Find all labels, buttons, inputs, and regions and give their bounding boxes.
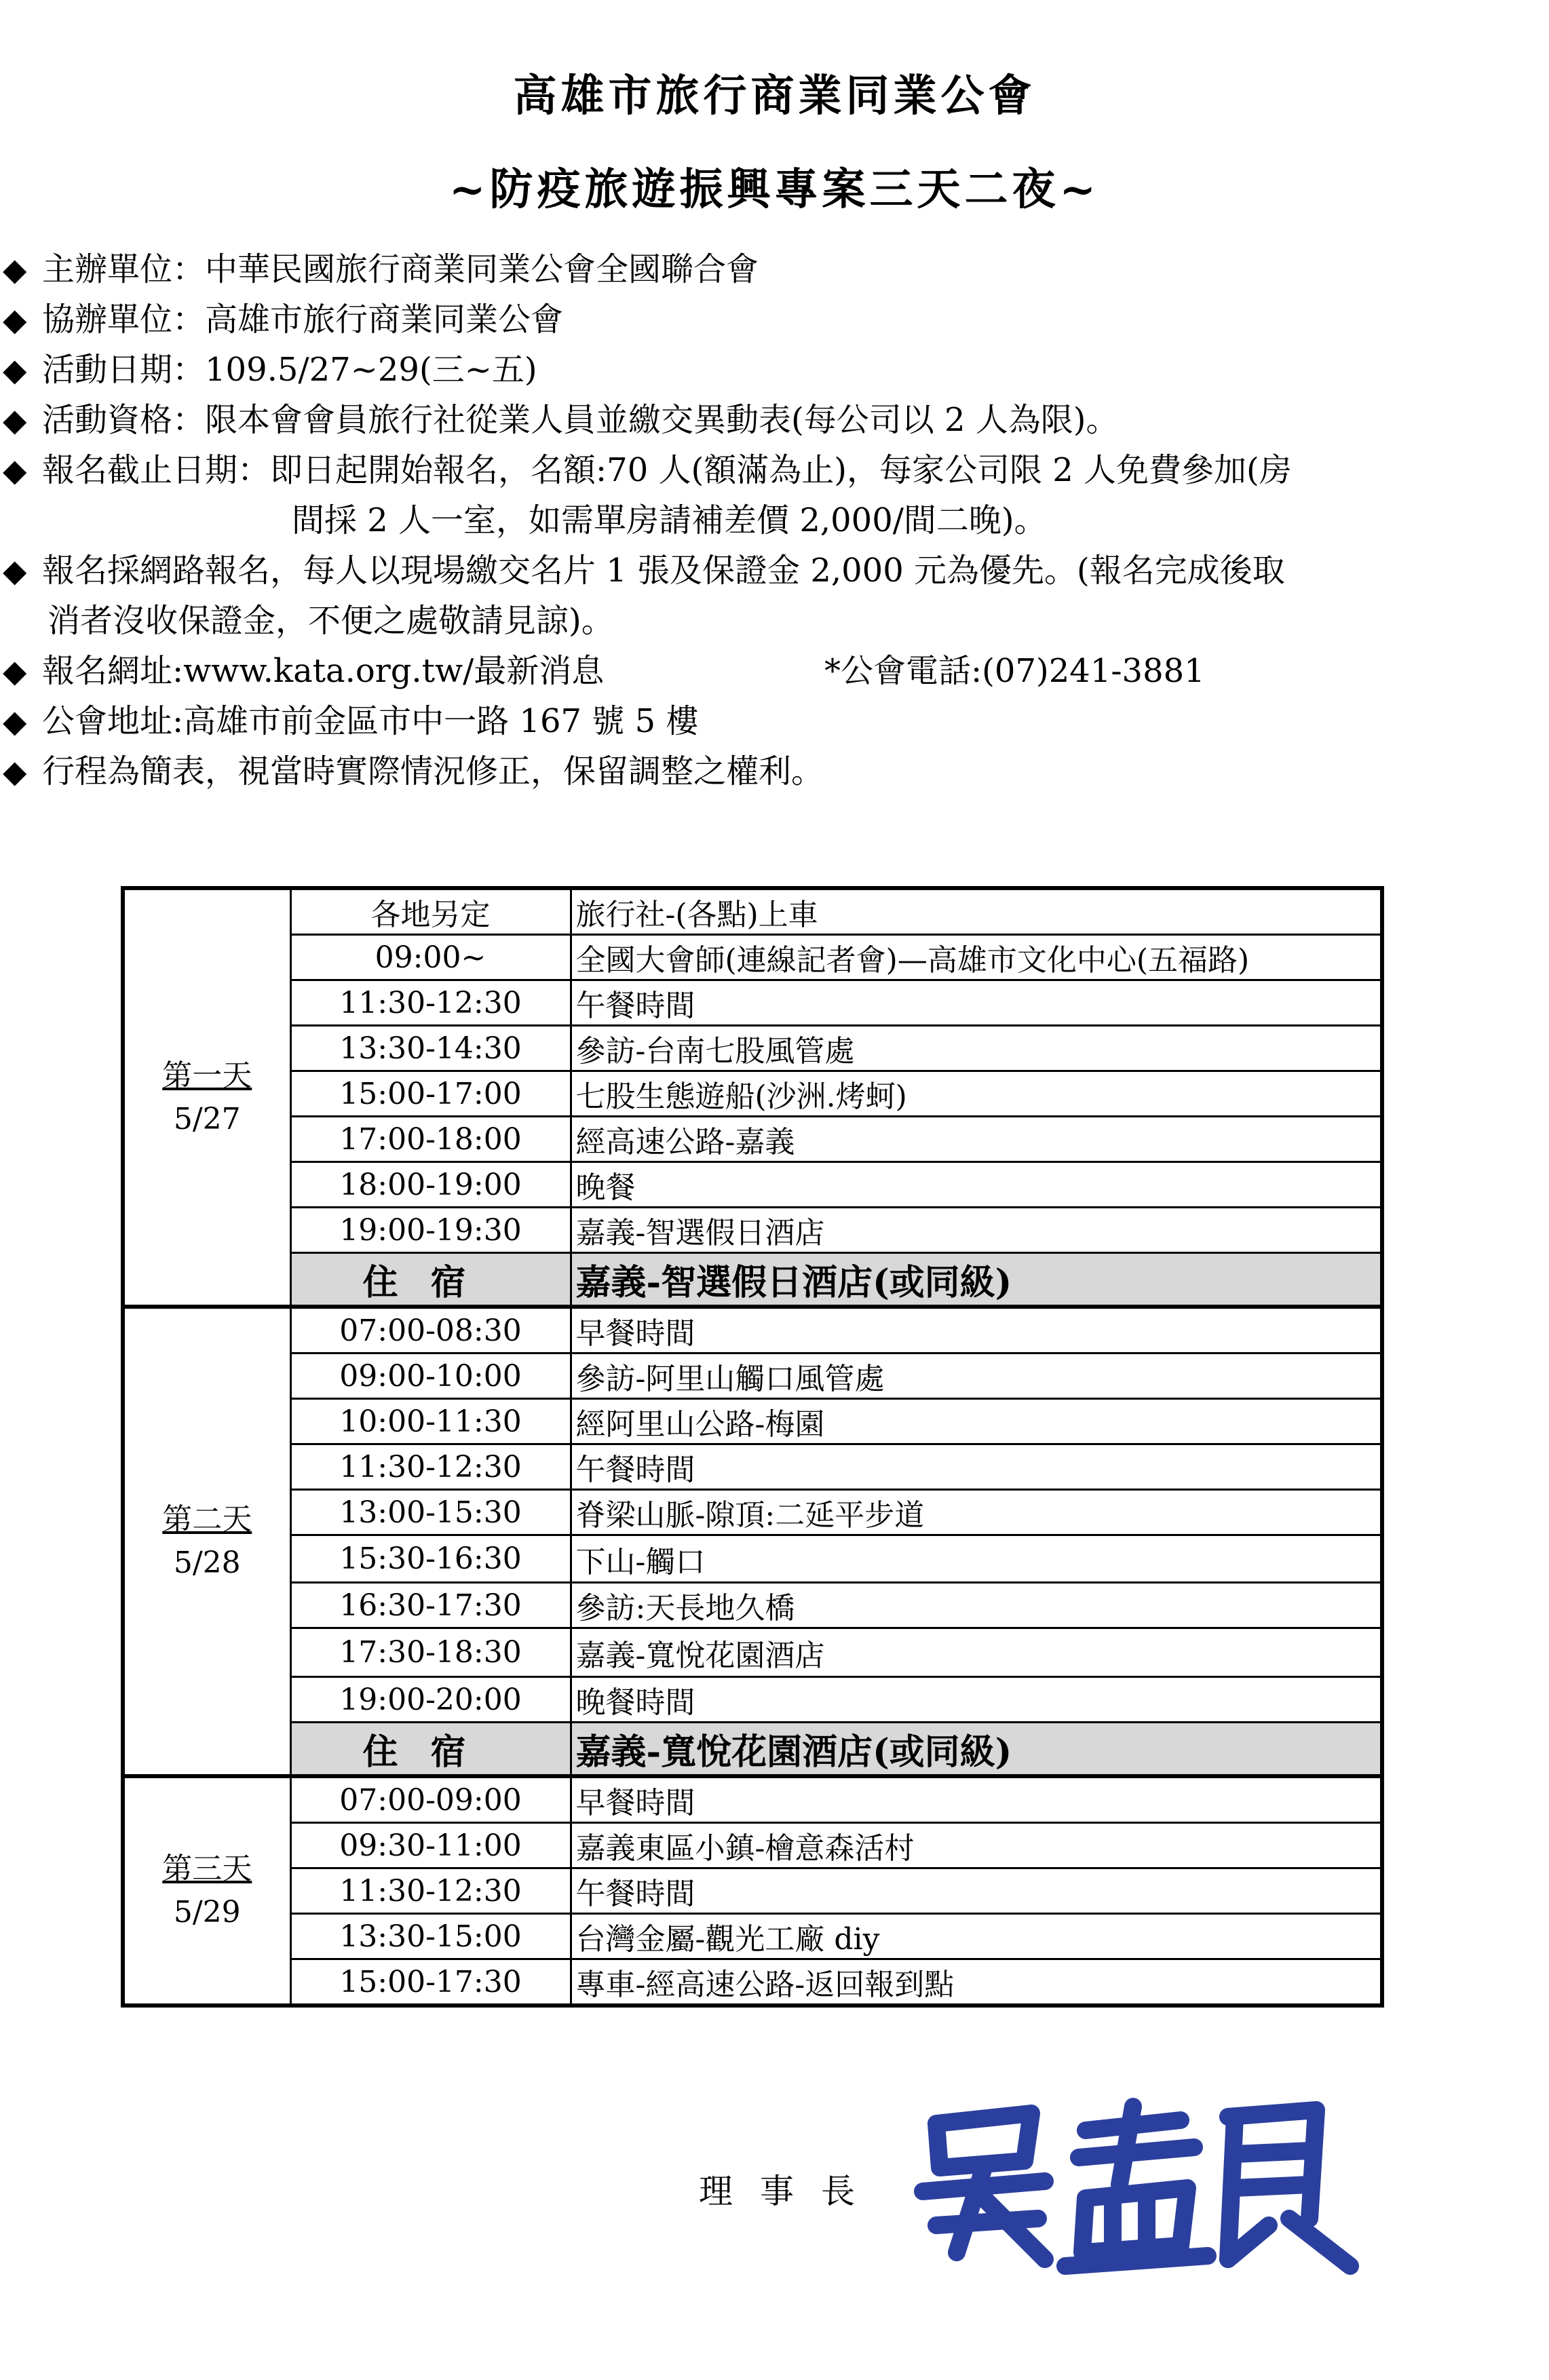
- day-label-cell: [123, 1307, 290, 1776]
- schedule-row: [123, 1117, 1382, 1162]
- day-label-cell: [123, 888, 290, 1307]
- time-cell: 13:30-15:00: [290, 1914, 571, 1959]
- info-note: ◆ 行程為簡表，視當時實際情況修正，保留調整之權利。: [0, 746, 1549, 796]
- activity-cell: 嘉義-寬悅花園酒店: [571, 1628, 1382, 1677]
- schedule-row: [123, 935, 1382, 980]
- accommodation-hotel: 嘉義-智選假日酒店(或同級): [571, 1253, 1382, 1307]
- info-online-registration: ◆ 報名採網路報名，每人以現場繳交名片 1 張及保證金 2,000 元為優先。(報名完成後取: [0, 545, 1549, 596]
- schedule-row: [123, 1071, 1382, 1117]
- day-label: 第二天: [162, 1502, 252, 1537]
- time-cell: 07:00-09:00: [290, 1776, 571, 1823]
- schedule-row: [123, 1628, 1382, 1677]
- activity-cell: 嘉義-智選假日酒店: [571, 1208, 1382, 1253]
- chairman-signature: [909, 2090, 1371, 2286]
- time-cell: 11:30-12:30: [290, 1868, 571, 1914]
- diamond-bullet-icon: ◆: [3, 653, 27, 689]
- time-cell: 13:00-15:30: [290, 1490, 571, 1535]
- time-cell: 19:00-19:30: [290, 1208, 571, 1253]
- time-cell: 各地另定: [290, 888, 571, 935]
- time-cell: 09:00-10:00: [290, 1354, 571, 1399]
- info-deadline-continued: 間採 2 人一室，如需單房請補差價 2,000/間二晚)。: [292, 501, 1047, 539]
- schedule-row: [123, 1399, 1382, 1444]
- diamond-bullet-icon: ◆: [3, 251, 27, 288]
- schedule-row: [123, 1444, 1382, 1490]
- activity-cell: 脊梁山脈-隙頂:二延平步道: [571, 1490, 1382, 1535]
- time-cell: 11:30-12:30: [290, 980, 571, 1026]
- activity-cell: 晚餐: [571, 1162, 1382, 1208]
- schedule-row: [123, 1307, 1382, 1354]
- chairman-label: 理事長: [699, 2172, 882, 2211]
- diamond-bullet-icon: ◆: [3, 552, 27, 589]
- diamond-bullet-icon: ◆: [3, 351, 27, 388]
- day-date: 5/27: [173, 1101, 241, 1136]
- activity-cell: 台灣金屬-觀光工廠 diy: [571, 1914, 1382, 1959]
- activity-cell: 參訪:天長地久橋: [571, 1583, 1382, 1628]
- info-organizer: ◆ 主辦單位：中華民國旅行商業同業公會全國聯合會: [0, 244, 1549, 294]
- diamond-bullet-icon: ◆: [3, 452, 27, 488]
- time-cell: 15:00-17:00: [290, 1071, 571, 1117]
- activity-cell: 參訪-台南七股風管處: [571, 1026, 1382, 1071]
- schedule-row: [123, 1583, 1382, 1628]
- schedule-row: [123, 1208, 1382, 1253]
- time-cell: 17:30-18:30: [290, 1628, 571, 1677]
- itinerary-body: [123, 888, 1382, 2005]
- info-eligibility: ◆ 活動資格：限本會會員旅行社從業人員並繳交異動表(每公司以 2 人為限)。: [0, 395, 1549, 445]
- activity-cell: 全國大會師(連線記者會)—高雄市文化中心(五福路): [571, 935, 1382, 980]
- info-website: [0, 646, 1549, 696]
- info-date: ◆ 活動日期：109.5/27~29(三~五): [0, 345, 1549, 395]
- day-date: 5/29: [173, 1895, 241, 1930]
- activity-cell: 經高速公路-嘉義: [571, 1117, 1382, 1162]
- schedule-row: [123, 1026, 1382, 1071]
- activity-cell: 晚餐時間: [571, 1677, 1382, 1723]
- time-cell: 09:30-11:00: [290, 1823, 571, 1868]
- time-cell: 18:00-19:00: [290, 1162, 571, 1208]
- page-subtitle: ~防疫旅遊振興專案三天二夜~: [448, 164, 1101, 215]
- schedule-row: [123, 1823, 1382, 1868]
- activity-cell: 午餐時間: [571, 1444, 1382, 1490]
- accommodation-row: [123, 1253, 1382, 1307]
- time-cell: 07:00-08:30: [290, 1307, 571, 1354]
- schedule-row: [123, 980, 1382, 1026]
- time-cell: 16:30-17:30: [290, 1583, 571, 1628]
- activity-cell: 午餐時間: [571, 980, 1382, 1026]
- day-label-cell: [123, 1776, 290, 2005]
- activity-cell: 嘉義東區小鎮-檜意森活村: [571, 1823, 1382, 1868]
- schedule-row: [123, 1868, 1382, 1914]
- website-link[interactable]: 報名網址:www.kata.org.tw/最新消息: [42, 652, 605, 690]
- time-cell: 19:00-20:00: [290, 1677, 571, 1723]
- event-info: [0, 244, 1549, 796]
- time-cell: 10:00-11:30: [290, 1399, 571, 1444]
- diamond-bullet-icon: ◆: [3, 402, 27, 438]
- activity-cell: 專車-經高速公路-返回報到點: [571, 1959, 1382, 2006]
- accommodation-row: [123, 1723, 1382, 1777]
- diamond-bullet-icon: ◆: [3, 703, 27, 740]
- schedule-row: [123, 1162, 1382, 1208]
- info-online-registration-continued: 消者沒收保證金，不便之處敬請見諒)。: [47, 602, 614, 640]
- schedule-row: [123, 1959, 1382, 2006]
- time-cell: 15:30-16:30: [290, 1535, 571, 1583]
- accommodation-hotel: 嘉義-寬悅花園酒店(或同級): [571, 1723, 1382, 1777]
- time-cell: 17:00-18:00: [290, 1117, 571, 1162]
- schedule-row: [123, 1914, 1382, 1959]
- time-cell: 15:00-17:30: [290, 1959, 571, 2006]
- info-co-organizer: ◆ 協辦單位：高雄市旅行商業同業公會: [0, 294, 1549, 345]
- schedule-row: [123, 1776, 1382, 1823]
- activity-cell: 早餐時間: [571, 1307, 1382, 1354]
- page-title: 高雄市旅行商業同業公會: [513, 71, 1036, 121]
- schedule-row: [123, 1490, 1382, 1535]
- activity-cell: 參訪-阿里山觸口風管處: [571, 1354, 1382, 1399]
- time-cell: 11:30-12:30: [290, 1444, 571, 1490]
- day-label: 第一天: [162, 1058, 252, 1093]
- activity-cell: 七股生態遊船(沙洲.烤蚵): [571, 1071, 1382, 1117]
- info-phone: *公會電話:(07)241-3881: [824, 652, 1205, 690]
- info-address: ◆ 公會地址:高雄市前金區市中一路 167 號 5 樓: [0, 696, 1549, 746]
- activity-cell: 經阿里山公路-梅園: [571, 1399, 1382, 1444]
- info-deadline: ◆ 報名截止日期：即日起開始報名，名額:70 人(額滿為止)，每家公司限 2 人免費參加(房: [0, 445, 1549, 495]
- activity-cell: 午餐時間: [571, 1868, 1382, 1914]
- time-cell: 13:30-14:30: [290, 1026, 571, 1071]
- diamond-bullet-icon: ◆: [3, 753, 27, 790]
- accommodation-label: 住宿: [290, 1253, 571, 1307]
- activity-cell: 旅行社-(各點)上車: [571, 888, 1382, 935]
- itinerary-table: [121, 886, 1384, 2008]
- schedule-row: [123, 1535, 1382, 1583]
- time-cell: 09:00~: [290, 935, 571, 980]
- activity-cell: 早餐時間: [571, 1776, 1382, 1823]
- schedule-row: [123, 888, 1382, 935]
- diamond-bullet-icon: ◆: [3, 301, 27, 338]
- schedule-row: [123, 1677, 1382, 1723]
- accommodation-label: 住宿: [290, 1723, 571, 1777]
- activity-cell: 下山-觸口: [571, 1535, 1382, 1583]
- day-label: 第三天: [162, 1851, 252, 1886]
- schedule-row: [123, 1354, 1382, 1399]
- day-date: 5/28: [173, 1546, 241, 1580]
